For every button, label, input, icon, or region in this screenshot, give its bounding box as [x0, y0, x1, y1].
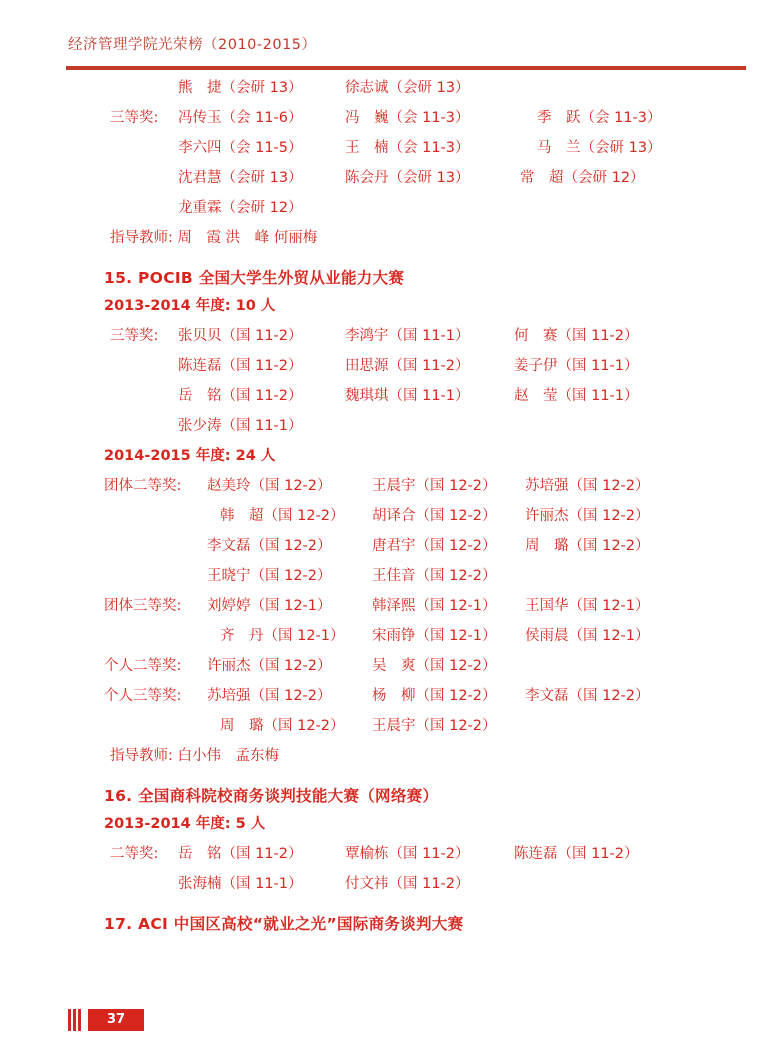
award-entry: 张少涛（国 11-1） [178, 418, 303, 434]
award-entry: 冯 巍（会 11-3） [345, 110, 470, 126]
award-entry: 刘婷婷（国 12-1） [207, 598, 332, 614]
award-entry: 马 兰（会研 13） [537, 140, 662, 156]
text-line [0, 842, 773, 872]
section-heading [0, 256, 773, 294]
advisor-line [0, 744, 773, 774]
award-entry: 赵美玲（国 12-2） [207, 478, 332, 494]
section-heading [0, 902, 773, 940]
award-entry: 冯传玉（会 11-6） [178, 110, 303, 126]
row-label: 16. 全国商科院校商务谈判技能大赛（网络赛） [104, 787, 439, 805]
award-entry: 韩泽熙（国 12-1） [372, 598, 497, 614]
award-entry: 吴 爽（国 12-2） [372, 658, 497, 674]
award-entry: 张贝贝（国 11-2） [178, 328, 303, 344]
year-subheading [0, 294, 773, 324]
award-entry: 陈连磊（国 11-2） [514, 846, 639, 862]
text-line [0, 166, 773, 196]
award-entry: 岳 铭（国 11-2） [178, 846, 303, 862]
advisor-line [0, 226, 773, 256]
award-entry: 熊 捷（会研 13） [178, 80, 303, 96]
award-entry: 龙重霖（会研 12） [178, 200, 303, 216]
award-entry: 姜子伊（国 11-1） [514, 358, 639, 374]
footer-decoration-bars [68, 1009, 82, 1031]
award-entry: 王佳音（国 12-2） [372, 568, 497, 584]
text-line [0, 136, 773, 166]
text-line [0, 504, 773, 534]
row-label: 15. POCIB 全国大学生外贸从业能力大赛 [104, 269, 405, 287]
text-line [0, 354, 773, 384]
award-entry: 魏琪琪（国 11-1） [345, 388, 470, 404]
award-entry: 许丽杰（国 12-2） [525, 508, 650, 524]
award-entry: 李文磊（国 12-2） [525, 688, 650, 704]
award-entry: 侯雨晨（国 12-1） [525, 628, 650, 644]
year-subheading [0, 444, 773, 474]
award-entry: 李六四（会 11-5） [178, 140, 303, 156]
award-entry: 徐志诚（会研 13） [345, 80, 470, 96]
text-line [0, 684, 773, 714]
award-entry: 沈君慧（会研 13） [178, 170, 303, 186]
award-entry: 杨 柳（国 12-2） [372, 688, 497, 704]
row-label: 个人二等奖: [104, 658, 182, 674]
award-entry: 张海楠（国 11-1） [178, 876, 303, 892]
text-line [0, 106, 773, 136]
award-entry: 覃榆栋（国 11-2） [345, 846, 470, 862]
award-entry: 岳 铭（国 11-2） [178, 388, 303, 404]
award-entry: 赵 莹（国 11-1） [514, 388, 639, 404]
text-line [0, 414, 773, 444]
award-entry: 王晨宇（国 12-2） [372, 478, 497, 494]
award-entry: 周 璐（国 12-2） [525, 538, 650, 554]
award-entry: 季 跃（会 11-3） [537, 110, 662, 126]
award-entry: 王晓宁（国 12-2） [207, 568, 332, 584]
award-entry: 王国华（国 12-1） [525, 598, 650, 614]
text-line [0, 714, 773, 744]
page-header-title: 经济管理学院光荣榜（2010-2015） [68, 37, 317, 53]
row-label: 2014-2015 年度: 24 人 [104, 448, 276, 464]
award-entry: 苏培强（国 12-2） [525, 478, 650, 494]
document-body [0, 76, 773, 940]
award-entry: 唐君宇（国 12-2） [372, 538, 497, 554]
text-line [0, 872, 773, 902]
row-label: 2013-2014 年度: 10 人 [104, 298, 276, 314]
section-heading [0, 774, 773, 812]
award-entry: 陈会丹（会研 13） [345, 170, 470, 186]
row-label: 指导教师: 周 霞 洪 峰 何丽梅 [110, 230, 318, 246]
award-entry: 王 楠（会 11-3） [345, 140, 470, 156]
text-line [0, 624, 773, 654]
text-line [0, 384, 773, 414]
award-entry: 齐 丹（国 12-1） [220, 628, 345, 644]
header-divider [66, 66, 746, 70]
text-line [0, 564, 773, 594]
text-line [0, 594, 773, 624]
row-label: 三等奖: [110, 110, 159, 126]
row-label: 三等奖: [110, 328, 159, 344]
text-line [0, 76, 773, 106]
award-entry: 田思源（国 11-2） [345, 358, 470, 374]
text-line [0, 534, 773, 564]
row-label: 团体二等奖: [104, 478, 182, 494]
text-line [0, 654, 773, 684]
award-entry: 李文磊（国 12-2） [207, 538, 332, 554]
row-label: 二等奖: [110, 846, 159, 862]
award-entry: 韩 超（国 12-2） [220, 508, 345, 524]
year-subheading [0, 812, 773, 842]
row-label: 2013-2014 年度: 5 人 [104, 816, 266, 832]
award-entry: 许丽杰（国 12-2） [207, 658, 332, 674]
row-label: 17. ACI 中国区高校“就业之光”国际商务谈判大赛 [104, 915, 464, 933]
row-label: 个人三等奖: [104, 688, 182, 704]
row-label: 指导教师: 白小伟 孟东梅 [110, 748, 279, 764]
award-entry: 常 超（会研 12） [520, 170, 645, 186]
award-entry: 胡译合（国 12-2） [372, 508, 497, 524]
award-entry: 宋雨铮（国 12-1） [372, 628, 497, 644]
award-entry: 周 璐（国 12-2） [220, 718, 345, 734]
award-entry: 付文祎（国 11-2） [345, 876, 470, 892]
text-line [0, 474, 773, 504]
award-entry: 李鸿宇（国 11-1） [345, 328, 470, 344]
row-label: 团体三等奖: [104, 598, 182, 614]
text-line [0, 324, 773, 354]
award-entry: 王晨宇（国 12-2） [372, 718, 497, 734]
award-entry: 何 赛（国 11-2） [514, 328, 639, 344]
text-line [0, 196, 773, 226]
award-entry: 苏培强（国 12-2） [207, 688, 332, 704]
page-number: 37 [106, 1012, 126, 1027]
award-entry: 陈连磊（国 11-2） [178, 358, 303, 374]
